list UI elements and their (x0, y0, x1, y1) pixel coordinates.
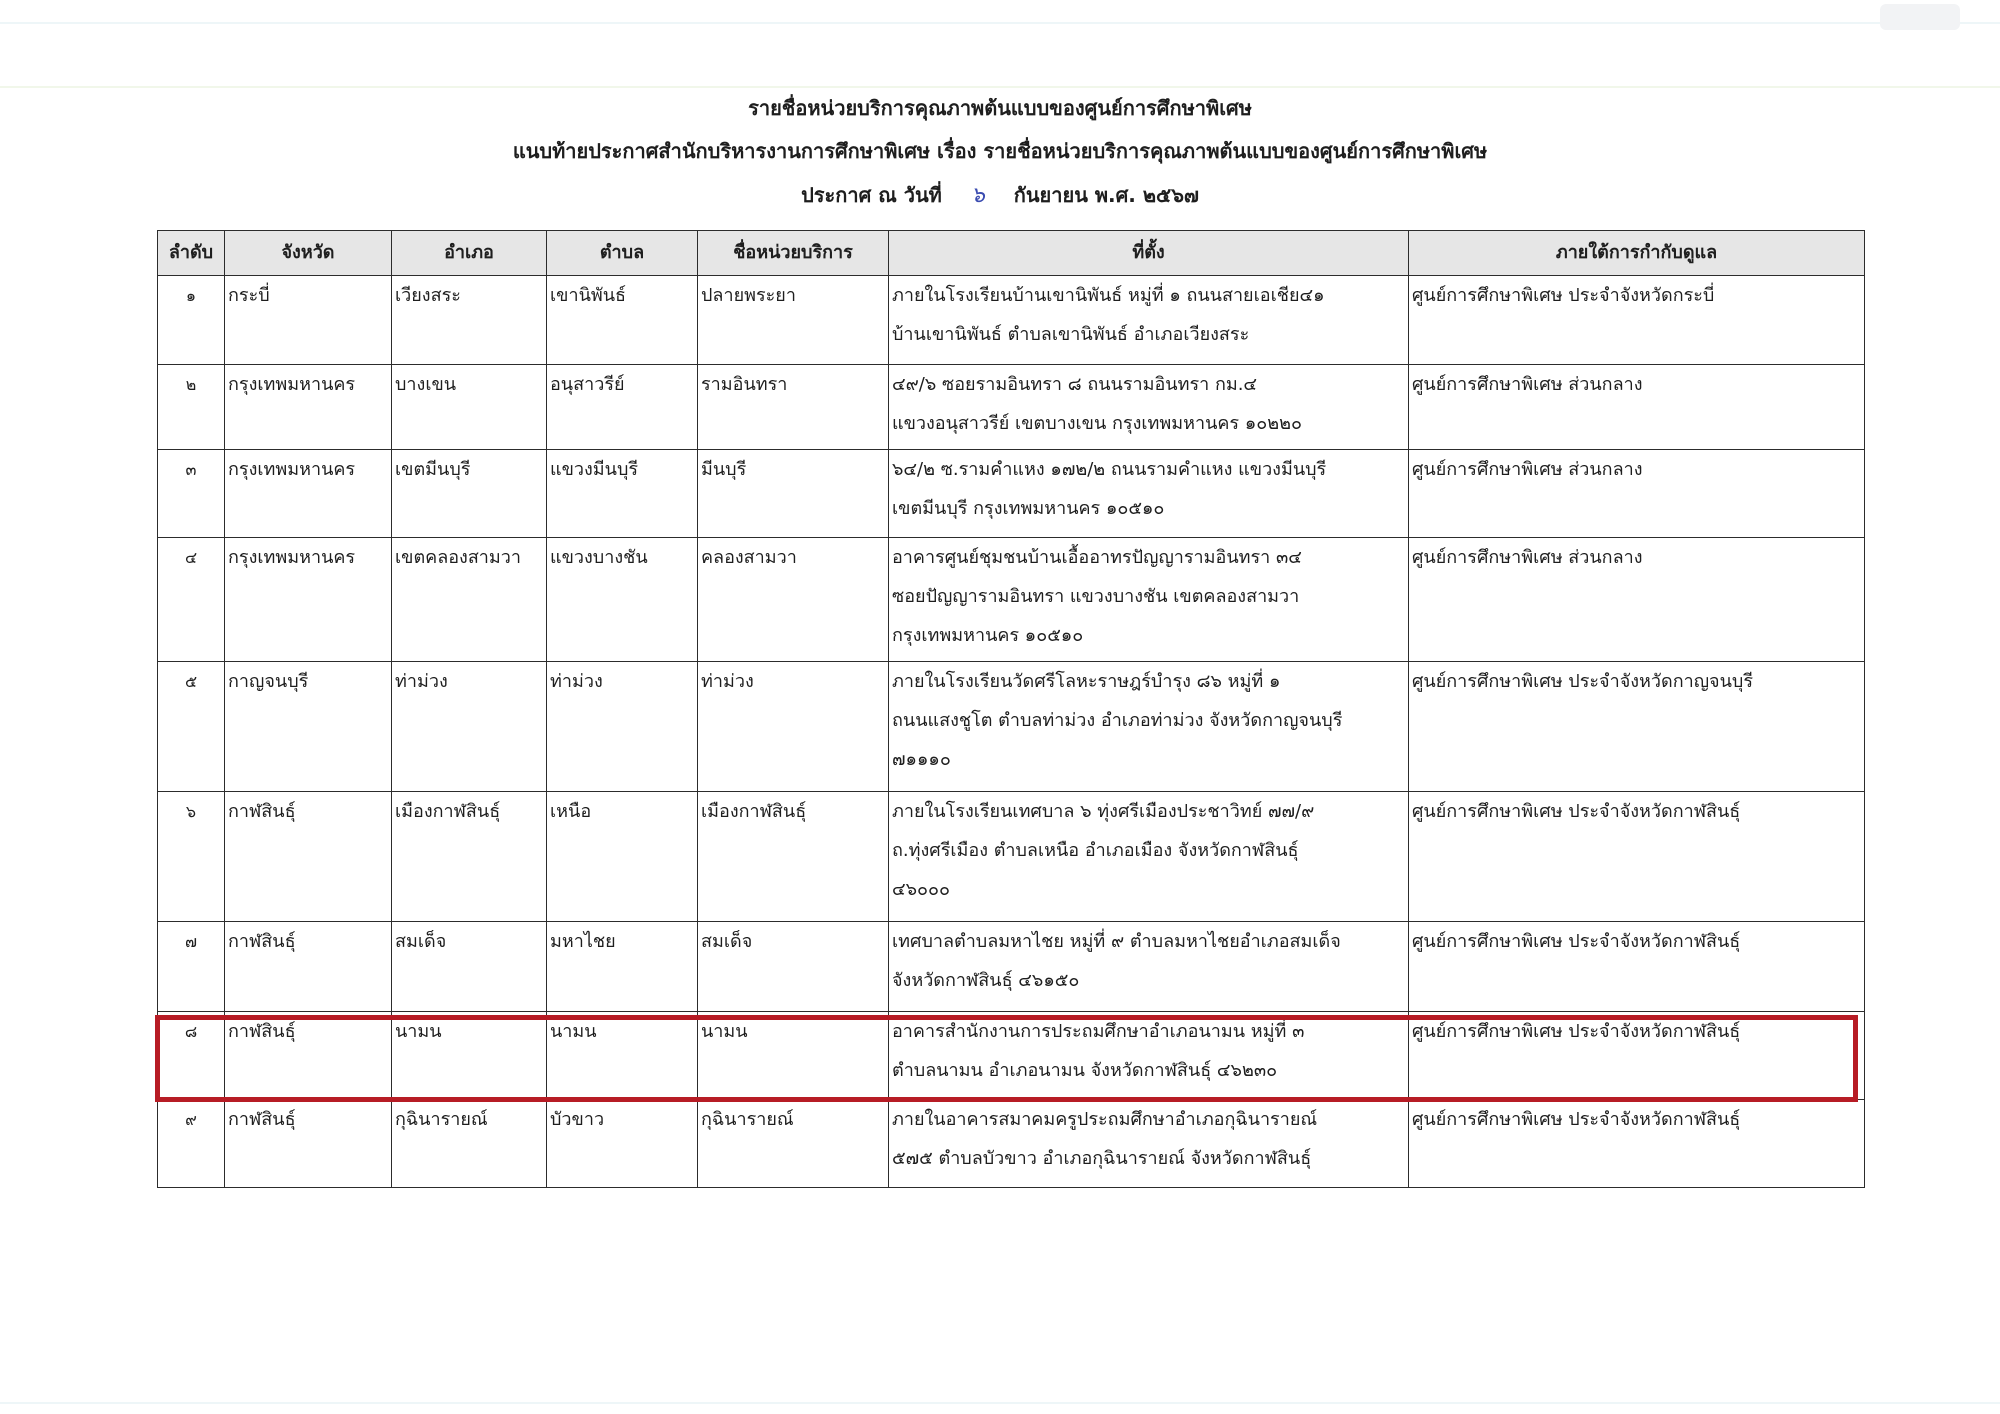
scan-artifact-line (0, 86, 2000, 88)
cell-supervisor: ศูนย์การศึกษาพิเศษ ประจำจังหวัดกาฬสินธุ์ (1409, 1012, 1865, 1100)
announcement-prefix: ประกาศ ณ วันที่ (801, 183, 942, 207)
cell-unit: เมืองกาฬสินธุ์ (698, 792, 889, 922)
cell-address (889, 792, 1409, 922)
table-row (158, 538, 1865, 662)
cell-district: เวียงสระ (392, 276, 547, 365)
address-line: ตำบลนามน อำเภอนามน จังหวัดกาฬสินธุ์ ๔๖๒๓๐ (892, 1060, 1278, 1081)
address-line: ๔๙/๖ ซอยรามอินทรา ๘ ถนนรามอินทรา กม.๔ (892, 374, 1258, 395)
scan-artifact-line (0, 22, 2000, 24)
highlight-box (155, 1015, 1858, 1102)
address-line: จังหวัดกาฬสินธุ์ ๔๖๑๕๐ (892, 970, 1080, 991)
document-subtitle: แนบท้ายประกาศสำนักบริหารงานการศึกษาพิเศษ เรื่อง รายชื่อหน่วยบริการคุณภาพต้นแบบของศูนย์การศึกษาพิเศษ (512, 139, 1488, 163)
cell-subdistrict: อนุสาวรีย์ (547, 365, 698, 450)
cell-district: เมืองกาฬสินธุ์ (392, 792, 547, 922)
cell-unit: สมเด็จ (698, 922, 889, 1012)
cell-address (889, 276, 1409, 365)
address-line: ภายในอาคารสมาคมครูประถมศึกษาอำเภอกุฉินารายณ์ (892, 1109, 1318, 1130)
document-title: รายชื่อหน่วยบริการคุณภาพต้นแบบของศูนย์การศึกษาพิเศษ (748, 96, 1252, 120)
column-header: ภายใต้การกำกับดูแล (1409, 231, 1865, 276)
address-line: เขตมีนบุรี กรุงเทพมหานคร ๑๐๕๑๐ (892, 498, 1165, 519)
address-line: กรุงเทพมหานคร ๑๐๕๑๐ (892, 625, 1084, 646)
column-header: ชื่อหน่วยบริการ (698, 231, 889, 276)
cell-supervisor: ศูนย์การศึกษาพิเศษ ประจำจังหวัดกาฬสินธุ์ (1409, 792, 1865, 922)
cell-no: ๑ (158, 276, 225, 365)
cell-no: ๔ (158, 538, 225, 662)
cell-province: กาฬสินธุ์ (225, 1012, 392, 1100)
scan-artifact-line (0, 1402, 2000, 1404)
cell-no: ๗ (158, 922, 225, 1012)
cell-supervisor: ศูนย์การศึกษาพิเศษ ประจำจังหวัดกาฬสินธุ์ (1409, 922, 1865, 1012)
cell-subdistrict: แขวงมีนบุรี (547, 450, 698, 538)
column-header: ลำดับ (158, 231, 225, 276)
scan-smudge (1880, 4, 1960, 30)
cell-address (889, 922, 1409, 1012)
table-row (158, 1100, 1865, 1188)
cell-subdistrict: เหนือ (547, 792, 698, 922)
address-line: ๕๗๕ ตำบลบัวขาว อำเภอกุฉินารายณ์ จังหวัดกาฬสินธุ์ (892, 1148, 1312, 1169)
cell-district: เขตมีนบุรี (392, 450, 547, 538)
cell-subdistrict: บัวขาว (547, 1100, 698, 1188)
cell-no: ๘ (158, 1012, 225, 1100)
cell-unit: ท่าม่วง (698, 662, 889, 792)
cell-no: ๕ (158, 662, 225, 792)
table-header-row (158, 231, 1865, 276)
cell-district: เขตคลองสามวา (392, 538, 547, 662)
address-line: อาคารสำนักงานการประถมศึกษาอำเภอนามน หมู่ที่ ๓ (892, 1021, 1305, 1042)
cell-supervisor: ศูนย์การศึกษาพิเศษ ส่วนกลาง (1409, 450, 1865, 538)
address-line: เทศบาลตำบลมหาไชย หมู่ที่ ๙ ตำบลมหาไชยอำเภอสมเด็จ (892, 931, 1341, 952)
table-row (158, 922, 1865, 1012)
address-line: ภายในโรงเรียนเทศบาล ๖ ทุ่งศรีเมืองประชาวิทย์ ๗๗/๙ (892, 801, 1315, 822)
column-header: ที่ตั้ง (889, 231, 1409, 276)
address-line: ซอยปัญญารามอินทรา แขวงบางชัน เขตคลองสามวา (892, 586, 1300, 607)
cell-district: นามน (392, 1012, 547, 1100)
column-header: ตำบล (547, 231, 698, 276)
cell-address (889, 365, 1409, 450)
cell-supervisor: ศูนย์การศึกษาพิเศษ ประจำจังหวัดกระบี่ (1409, 276, 1865, 365)
announcement-month-year: กันยายน พ.ศ. ๒๕๖๗ (1013, 183, 1199, 207)
cell-province: กาญจนบุรี (225, 662, 392, 792)
address-line: ภายในโรงเรียนวัดศรีโลหะราษฎร์บำรุง ๘๖ หมู่ที่ ๑ (892, 671, 1281, 692)
cell-unit: คลองสามวา (698, 538, 889, 662)
cell-subdistrict: เขานิพันธ์ (547, 276, 698, 365)
cell-subdistrict: มหาไชย (547, 922, 698, 1012)
announcement-day: ๖ (970, 183, 985, 208)
cell-supervisor: ศูนย์การศึกษาพิเศษ ส่วนกลาง (1409, 365, 1865, 450)
cell-province: กรุงเทพมหานคร (225, 450, 392, 538)
cell-unit: รามอินทรา (698, 365, 889, 450)
cell-unit: มีนบุรี (698, 450, 889, 538)
cell-district: สมเด็จ (392, 922, 547, 1012)
cell-address (889, 662, 1409, 792)
column-header: อำเภอ (392, 231, 547, 276)
cell-district: บางเขน (392, 365, 547, 450)
cell-province: กระบี่ (225, 276, 392, 365)
cell-district: ท่าม่วง (392, 662, 547, 792)
table-row (158, 450, 1865, 538)
table-row (158, 365, 1865, 450)
address-line: บ้านเขานิพันธ์ ตำบลเขานิพันธ์ อำเภอเวียงสระ (892, 324, 1250, 345)
address-line: ๔๖๐๐๐ (892, 879, 951, 900)
cell-subdistrict: ท่าม่วง (547, 662, 698, 792)
address-line: ถ.ทุ่งศรีเมือง ตำบลเหนือ อำเภอเมือง จังหวัดกาฬสินธุ์ (892, 840, 1299, 861)
cell-province: กรุงเทพมหานคร (225, 365, 392, 450)
table-row (158, 662, 1865, 792)
address-line: อาคารศูนย์ชุมชนบ้านเอื้ออาทรปัญญารามอินทรา ๓๔ (892, 547, 1302, 568)
cell-no: ๙ (158, 1100, 225, 1188)
cell-address (889, 450, 1409, 538)
table-row (158, 276, 1865, 365)
cell-unit: ปลายพระยา (698, 276, 889, 365)
cell-no: ๒ (158, 365, 225, 450)
address-line: ๗๑๑๑๐ (892, 749, 951, 770)
cell-district: กุฉินารายณ์ (392, 1100, 547, 1188)
cell-supervisor: ศูนย์การศึกษาพิเศษ ส่วนกลาง (1409, 538, 1865, 662)
table-row (158, 792, 1865, 922)
column-header: จังหวัด (225, 231, 392, 276)
cell-subdistrict: นามน (547, 1012, 698, 1100)
cell-province: กาฬสินธุ์ (225, 792, 392, 922)
cell-province: กาฬสินธุ์ (225, 1100, 392, 1188)
cell-supervisor: ศูนย์การศึกษาพิเศษ ประจำจังหวัดกาญจนบุรี (1409, 662, 1865, 792)
address-line: แขวงอนุสาวรีย์ เขตบางเขน กรุงเทพมหานคร ๑๐๒๒๐ (892, 413, 1302, 434)
cell-subdistrict: แขวงบางชัน (547, 538, 698, 662)
cell-address (889, 1100, 1409, 1188)
address-line: ภายในโรงเรียนบ้านเขานิพันธ์ หมู่ที่ ๑ ถนนสายเอเชีย๔๑ (892, 285, 1325, 306)
cell-supervisor: ศูนย์การศึกษาพิเศษ ประจำจังหวัดกาฬสินธุ์ (1409, 1100, 1865, 1188)
cell-address (889, 538, 1409, 662)
cell-unit: กุฉินารายณ์ (698, 1100, 889, 1188)
cell-province: กรุงเทพมหานคร (225, 538, 392, 662)
cell-unit: นามน (698, 1012, 889, 1100)
address-line: ถนนแสงชูโต ตำบลท่าม่วง อำเภอท่าม่วง จังหวัดกาญจนบุรี (892, 710, 1343, 731)
cell-no: ๖ (158, 792, 225, 922)
address-line: ๖๔/๒ ซ.รามคำแหง ๑๗๒/๒ ถนนรามคำแหง แขวงมีนบุรี (892, 459, 1327, 480)
cell-no: ๓ (158, 450, 225, 538)
cell-province: กาฬสินธุ์ (225, 922, 392, 1012)
announcement-date (0, 177, 2000, 212)
